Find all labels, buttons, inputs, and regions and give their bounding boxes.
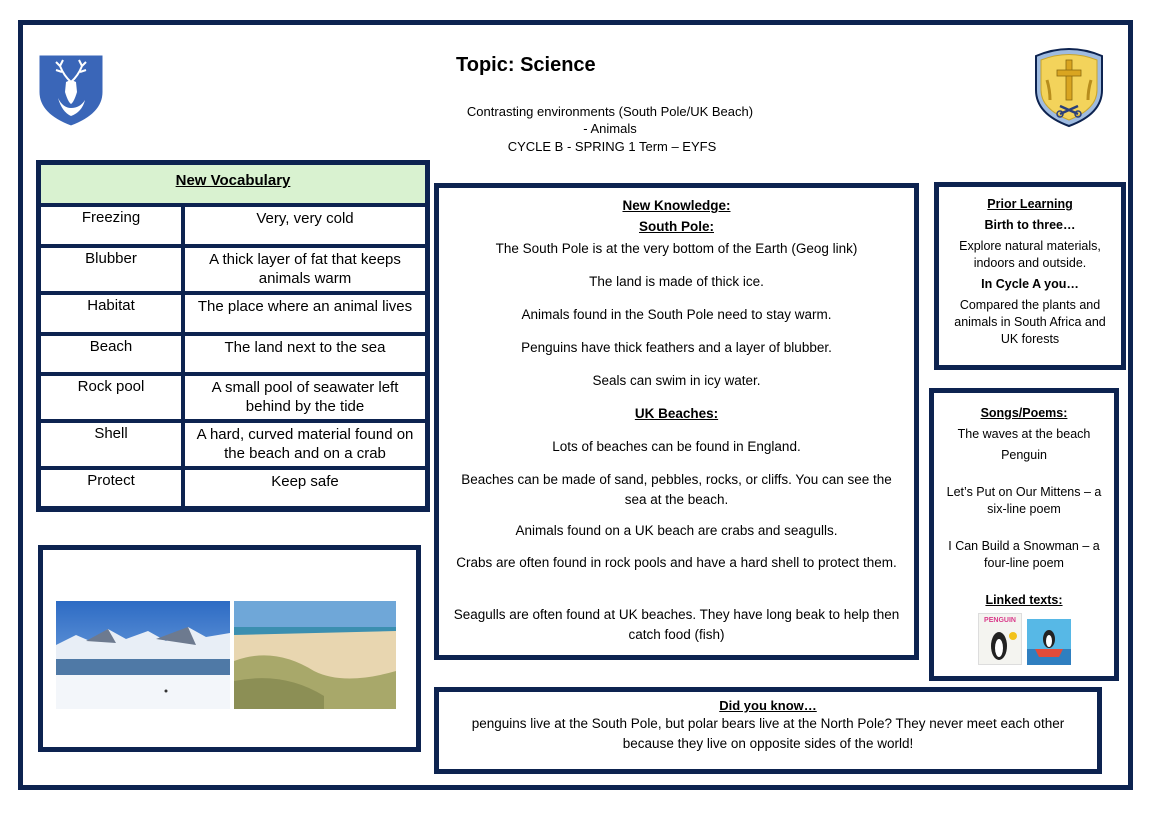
knowledge-fact: Lots of beaches can be found in England. <box>552 439 801 454</box>
table-row <box>41 423 425 466</box>
table-row <box>41 336 425 372</box>
cross-crest-icon <box>1032 46 1106 128</box>
uk-beaches-heading: UK Beaches: <box>634 406 719 421</box>
knowledge-fact: Seagulls are often found at UK beaches. They have long beak to help then catch food (fish) <box>453 607 900 642</box>
penguin-book-cover <box>978 613 1022 665</box>
did-you-know-text: penguins live at the South Pole, but polar bears live at the North Pole? They never meet each other because they live on opposite sides of the world! <box>471 716 1065 751</box>
penguin-icon <box>979 624 1022 664</box>
vocab-term: Shell <box>41 423 181 466</box>
knowledge-fact: Penguins have thick feathers and a layer of blubber. <box>521 340 832 355</box>
prior-learning-panel <box>934 182 1126 370</box>
vocab-definition: The land next to the sea <box>185 336 425 372</box>
linked-texts-heading: Linked texts: <box>985 593 1063 607</box>
songs-heading: Songs/Poems: <box>980 406 1068 420</box>
table-row <box>41 295 425 332</box>
songs-poems-panel <box>929 388 1119 681</box>
pictures-box <box>38 545 421 752</box>
knowledge-fact: Beaches can be made of sand, pebbles, rocks, or cliffs. You can see the sea at the beach. <box>461 472 892 507</box>
vocabulary-heading: New Vocabulary <box>41 165 425 203</box>
topic-subtitle: Contrasting environments (South Pole/UK Beach) <box>466 104 754 119</box>
vocabulary-table <box>36 160 430 512</box>
stag-crest-icon <box>36 52 106 128</box>
table-row <box>41 207 425 244</box>
prior-subheading: Birth to three… <box>984 218 1076 232</box>
knowledge-fact: Crabs are often found in rock pools and have a hard shell to protect them. <box>456 555 897 570</box>
south-pole-heading: South Pole: <box>639 219 714 234</box>
vocab-definition: A small pool of seawater left behind by the tide <box>185 376 425 419</box>
vocab-definition: A hard, curved material found on the beach and on a crab <box>185 423 425 466</box>
vocab-term: Rock pool <box>41 376 181 419</box>
knowledge-fact: Animals found on a UK beach are crabs and seagulls. <box>515 523 838 538</box>
knowledge-fact: Animals found in the South Pole need to stay warm. <box>521 307 832 322</box>
vocab-term: Beach <box>41 336 181 372</box>
vocab-term: Freezing <box>41 207 181 244</box>
uk-beach-photo <box>234 601 396 709</box>
knowledge-fact: The land is made of thick ice. <box>589 274 764 289</box>
song-item: I Can Build a Snowman – a four-line poem <box>948 539 1100 570</box>
song-item: Let’s Put on Our Mittens – a six-line poem <box>946 485 1102 516</box>
page-title: Topic: Science <box>456 54 596 76</box>
vocab-definition: A thick layer of fat that keeps animals warm <box>185 248 425 291</box>
knowledge-heading: New Knowledge: <box>622 198 731 213</box>
new-knowledge-panel <box>434 183 919 660</box>
song-item: The waves at the beach <box>957 427 1091 441</box>
table-row <box>41 248 425 291</box>
topic-subtitle-animals: - Animals <box>583 121 637 136</box>
did-you-know-panel <box>434 687 1102 774</box>
prior-text: Explore natural materials, indoors and outside. <box>959 239 1101 270</box>
did-you-know-heading: Did you know… <box>719 698 817 713</box>
vocab-term: Habitat <box>41 295 181 332</box>
vocab-definition: Very, very cold <box>185 207 425 244</box>
table-row <box>41 470 425 506</box>
vocab-term: Protect <box>41 470 181 506</box>
antarctica-photo <box>56 601 230 709</box>
table-row <box>41 376 425 419</box>
cycle-term-label: CYCLE B - SPRING 1 Term – EYFS <box>507 139 717 154</box>
vocab-definition: Keep safe <box>185 470 425 506</box>
vocab-term: Blubber <box>41 248 181 291</box>
song-item: Penguin <box>1001 448 1047 462</box>
prior-text: Compared the plants and animals in South Africa and UK forests <box>954 298 1106 346</box>
penguin-book-cover-2 <box>1027 619 1071 665</box>
vocab-definition: The place where an animal lives <box>185 295 425 332</box>
prior-learning-heading: Prior Learning <box>987 197 1073 211</box>
boat-penguin-icon <box>1027 619 1071 665</box>
knowledge-fact: Seals can swim in icy water. <box>592 373 761 388</box>
prior-subheading: In Cycle A you… <box>981 277 1079 291</box>
knowledge-fact: The South Pole is at the very bottom of the Earth (Geog link) <box>495 241 858 256</box>
book-cover-title: PENGUIN <box>984 617 1016 624</box>
